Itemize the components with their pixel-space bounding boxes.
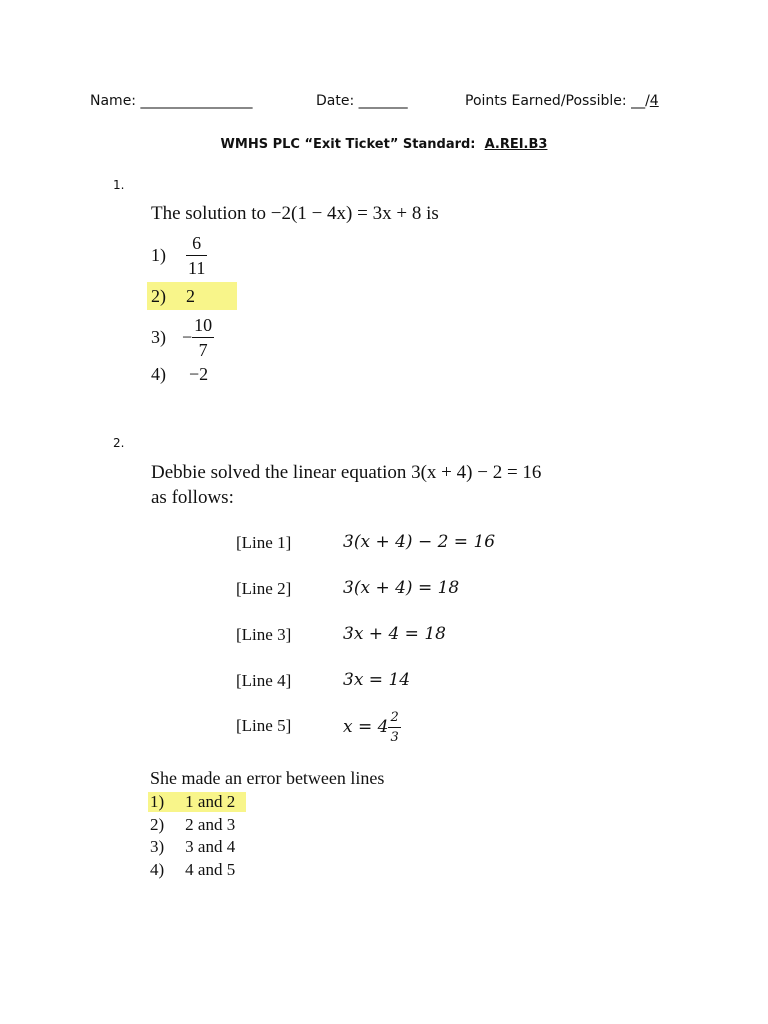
question-1-number: 1. — [113, 178, 125, 192]
choice-number: 2) — [150, 815, 165, 834]
q2-choice-4 — [150, 860, 235, 880]
expr-prefix: x = 4 — [343, 717, 389, 737]
work-line-3-label: [Line 3] — [236, 625, 292, 644]
fraction-numerator: 10 — [192, 316, 214, 338]
choice-number: 3) — [150, 837, 165, 856]
choice-number: 4) — [150, 860, 165, 879]
choice-value: 2 — [186, 285, 195, 306]
question-2-prompt-line-2: as follows: — [151, 487, 234, 508]
q1-choice-3 — [151, 312, 214, 362]
work-line-3-expr: 3x + 4 = 18 — [343, 624, 446, 644]
q2-choice-2 — [150, 815, 235, 835]
work-line-5-expr — [343, 704, 401, 750]
choice-value: −2 — [189, 364, 209, 384]
standard-code: A.REI.B3 — [484, 137, 548, 152]
choice-text: 4 and 5 — [185, 860, 236, 879]
points-total: 4 — [649, 93, 659, 109]
work-line-4-expr: 3x = 14 — [343, 670, 411, 690]
work-line-2-label: [Line 2] — [236, 579, 292, 598]
fraction-numerator: 2 — [388, 711, 400, 728]
q2-choice-1 — [148, 792, 246, 812]
choice-text: 2 and 3 — [185, 815, 236, 834]
fraction-denominator: 7 — [198, 339, 208, 360]
choice-number: 1) — [150, 792, 165, 811]
date-field: Date: _______ — [316, 93, 408, 109]
points-label: Points Earned/Possible: __/ — [465, 93, 650, 109]
fraction — [388, 711, 400, 744]
page-title — [0, 137, 768, 152]
question-1-prompt: The solution to −2(1 − 4x) = 3x + 8 is — [151, 203, 439, 224]
fraction-numerator: 6 — [186, 234, 207, 256]
choice-number: 4) — [151, 364, 166, 384]
q2-choice-3 — [150, 837, 235, 857]
fraction — [192, 316, 214, 359]
title-text: WMHS PLC “Exit Ticket” Standard: — [220, 137, 476, 152]
work-line-5-label: [Line 5] — [236, 716, 292, 735]
question-2-stem: She made an error between lines — [150, 768, 385, 788]
name-field: Name: ________________ — [90, 93, 253, 109]
choice-number: 2) — [151, 285, 166, 306]
q1-choice-2 — [147, 282, 237, 310]
work-line-4-label: [Line 4] — [236, 671, 292, 690]
fraction-denominator: 3 — [390, 729, 399, 745]
negative-sign: − — [182, 326, 193, 347]
q1-choice-4 — [151, 364, 208, 385]
fraction-denominator: 11 — [188, 257, 206, 278]
choice-text: 3 and 4 — [185, 837, 236, 856]
work-line-1-expr: 3(x + 4) − 2 = 16 — [343, 532, 496, 552]
question-2-prompt-line-1: Debbie solved the linear equation 3(x + 4) − 2 = 16 — [151, 462, 542, 483]
q1-choice-1 — [151, 230, 207, 280]
work-line-2-expr: 3(x + 4) = 18 — [343, 578, 460, 598]
choice-number: 1) — [151, 244, 166, 265]
points-field — [465, 93, 659, 109]
choice-text: 1 and 2 — [185, 792, 236, 811]
question-2-number: 2. — [113, 436, 125, 450]
fraction — [186, 234, 207, 277]
work-line-1-label: [Line 1] — [236, 533, 292, 552]
choice-number: 3) — [151, 326, 166, 347]
